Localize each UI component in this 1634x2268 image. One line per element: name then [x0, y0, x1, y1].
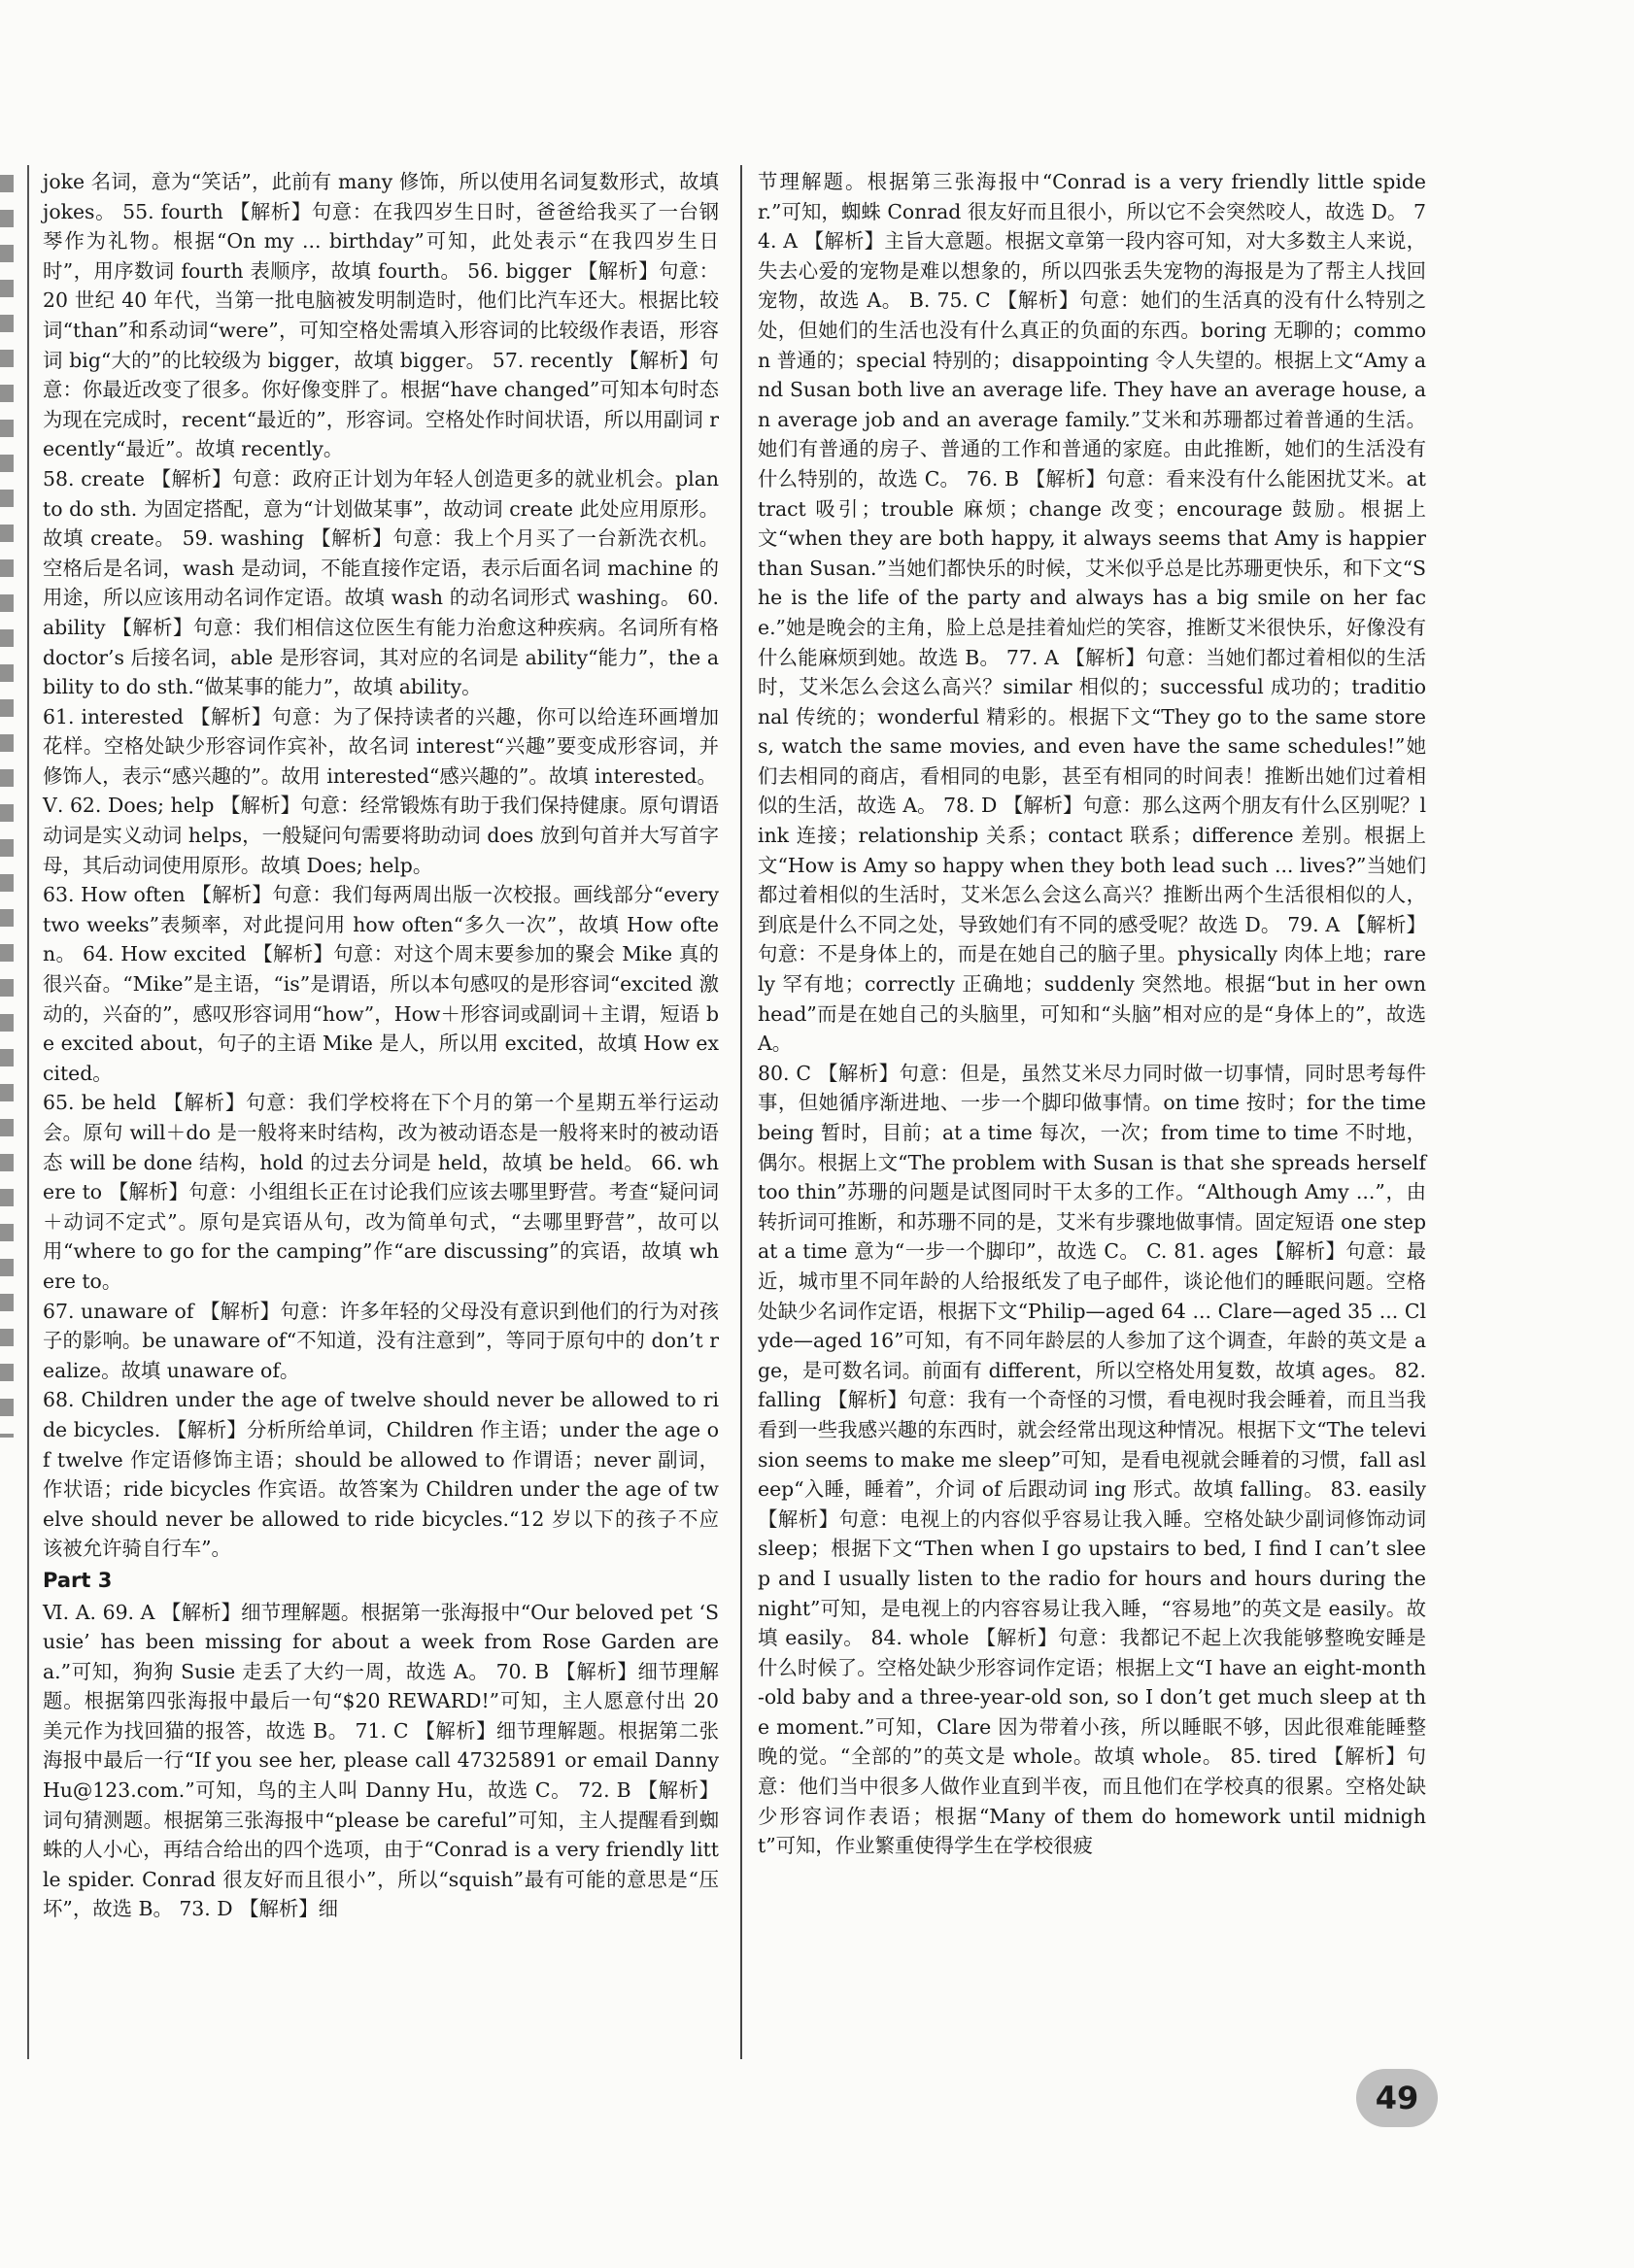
- binding-edge-shadow: [0, 175, 14, 1438]
- answer-paragraph: 节理解题。根据第三张海报中“Conrad is a very friendly little spider.”可知，蜘蛛 Conrad 很友好而且很小，所以它不会突然咬人，故选 D。 74. A 【解析】主旨大意题。根据文章第一段内容可知，对大多数主人来说，失去心爱的宠物是难以想象的，所以四张丢失宠物的海报是为了帮主人找回宠物，故选 A。 B. 75. C 【解析】句意：她们的生活真的没有什么特别之处，但她们的生活也没有什么真正的负面的东西。boring 无聊的；common 普通的；special 特别的；disappointing 令人失望的。根据上文“Amy and Susan both live an average life. They have an average house, an average job and an average family.”艾米和苏珊都过着普通的生活。她们有普通的房子、普通的工作和普通的家庭。由此推断，她们的生活没有什么特别的，故选 C。 76. B 【解析】句意：看来没有什么能困扰艾米。attract 吸引；trouble 麻烦；change 改变；encourage 鼓励。根据上文“when they are both happy, it always seems that Amy is happier than Susan.”当她们都快乐的时候，艾米似乎总是比苏珊更快乐，和下文“She is the life of the party and always has a big smile on her face.”她是晚会的主角，脸上总是挂着灿烂的笑容，推断艾米很快乐，好像没有什么能麻烦到她。故选 B。 77. A 【解析】句意：当她们都过着相似的生活时，艾米怎么会这么高兴？similar 相似的；successful 成功的；traditional 传统的；wonderful 精彩的。根据下文“They go to the same stores, watch the same movies, and even have the same schedules!”她们去相同的商店，看相同的电影，甚至有相同的时间表！推断出她们过着相似的生活，故选 A。 78. D 【解析】句意：那么这两个朋友有什么区别呢？link 连接；relationship 关系；contact 联系；difference 差别。根据上文“How is Amy so happy when they both lead such ... lives?”当她们都过着相似的生活时，艾米怎么会这么高兴？推断出两个生活很相似的人，到底是什么不同之处，导致她们有不同的感受呢？故选 D。 79. A 【解析】句意：不是身体上的，而是在她自己的脑子里。physically 肉体上地；rarely 罕有地；correctly 正确地；suddenly 突然地。根据“but in her own head”而是在她自己的头脑里，可知和“头脑”相对应的是“身体上的”，故选 A。: [758, 170, 1426, 1056]
- answer-paragraph: 67. unaware of 【解析】句意：许多年轻的父母没有意识到他们的行为对孩子的影响。be unaware of“不知道，没有注意到”，等同于原句中的 don’t realize。故填 unaware of。: [43, 1299, 719, 1382]
- part-heading: Part 3: [43, 1568, 113, 1592]
- page-number-badge: 49: [1356, 2069, 1438, 2127]
- answer-paragraph: 65. be held 【解析】句意：我们学校将在下个月的第一个星期五举行运动会。原句 will＋do 是一般将来时结构，改为被动语态是一般将来时的被动语态 will be done 结构，hold 的过去分词是 held，故填 be held。 66. where to 【解析】句意：小组组长正在讨论我们应该去哪里野营。考查“疑问词＋动词不定式”。原句是宾语从句，改为简单句式，“去哪里野营”，故可以用“where to go for the camping”作“are discussing”的宾语，故填 where to。: [43, 1091, 719, 1293]
- answer-paragraph: 68. Children under the age of twelve should never be allowed to ride bicycles. 【解析】分析所给单词，Children 作主语；under the age of twelve 作定语修饰主语；should be allowed to 作谓语；never 副词，作状语；ride bicycles 作宾语。故答案为 Children under the age of twelve should never be allowed to ride bicycles.“12 岁以下的孩子不应该被允许骑自行车”。: [43, 1388, 719, 1561]
- answer-paragraph: joke 名词，意为“笑话”，此前有 many 修饰，所以使用名词复数形式，故填 jokes。 55. fourth 【解析】句意：在我四岁生日时，爸爸给我买了一台钢琴作为礼物。根据“On my ... birthday”可知，此处表示“在我四岁生日时”，用序数词 fourth 表顺序，故填 fourth。 56. bigger 【解析】句意：20 世纪 40 年代，当第一批电脑被发明制造时，他们比汽车还大。根据比较词“than”和系动词“were”，可知空格处需填入形容词的比较级作表语，形容词 big“大的”的比较级为 bigger，故填 bigger。 57. recently 【解析】句意：你最近改变了很多。你好像变胖了。根据“have changed”可知本句时态为现在完成时，recent“最近的”，形容词。空格处作时间状语，所以用副词 recently“最近”。故填 recently。: [43, 170, 719, 461]
- answer-paragraph: 80. C 【解析】句意：但是，虽然艾米尽力同时做一切事情，同时思考每件事，但她循序渐进地、一步一个脚印做事情。on time 按时；for the time being 暂时，目前；at a time 每次，一次；from time to time 不时地，偶尔。根据上文“The problem with Susan is that she spreads herself too thin”苏珊的问题是试图同时干太多的工作。“Although Amy ...”，由转折词可推断，和苏珊不同的是，艾米有步骤地做事情。固定短语 one step at a time 意为“一步一个脚印”，故选 C。 C. 81. ages 【解析】句意：最近，城市里不同年龄的人给报纸发了电子邮件，谈论他们的睡眠问题。空格处缺少名词作定语，根据下文“Philip—aged 64 ... Clare—aged 35 ... Clyde—aged 16”可知，有不同年龄层的人参加了这个调查，年龄的英文是 age，是可数名词。前面有 different，所以空格处用复数，故填 ages。 82. falling 【解析】句意：我有一个奇怪的习惯，看电视时我会睡着，而且当我看到一些我感兴趣的东西时，就会经常出现这种情况。根据下文“The television seems to make me sleep”可知，是看电视就会睡着的习惯，fall asleep“入睡，睡着”，介词 of 后跟动词 ing 形式。故填 falling。 83. easily 【解析】句意：电视上的内容似乎容易让我入睡。空格处缺少副词修饰动词 sleep；根据下文“Then when I go upstairs to bed, I find I can’t sleep and I usually listen to the radio for hours and hours during the night”可知，是电视上的内容容易让我入睡，“容易地”的英文是 easily。故填 easily。 84. whole 【解析】句意：我都记不起上次我能够整晚安睡是什么时候了。空格处缺少形容词作定语；根据上文“I have an eight-month-old baby and a three-year-old son, so I don’t get much sleep at the moment.”可知，Clare 因为带着小孩，所以睡眠不够，因此很难能睡整晚的觉。“全部的”的英文是 whole。故填 whole。 85. tired 【解析】句意：他们当中很多人做作业直到半夜，而且他们在学校真的很累。空格处缺少形容词作表语；根据“Many of them do homework until midnight”可知，作业繁重使得学生在学校很疲: [758, 1061, 1426, 1858]
- answer-paragraph: 58. create 【解析】句意：政府正计划为年轻人创造更多的就业机会。plan to do sth. 为固定搭配，意为“计划做某事”，故动词 create 此处应用原形。故填 create。 59. washing 【解析】句意：我上个月买了一台新洗衣机。空格后是名词，wash 是动词，不能直接作定语，表示后面名词 machine 的用途，所以应该用动名词作定语。故填 wash 的动名词形式 washing。 60. ability 【解析】句意：我们相信这位医生有能力治愈这种疾病。名词所有格 doctor’s 后接名词，able 是形容词，其对应的名词是 ability“能力”，the ability to do sth.“做某事的能力”，故填 ability。: [43, 466, 719, 699]
- answer-paragraph: 61. interested 【解析】句意：为了保持读者的兴趣，你可以给连环画增加花样。空格处缺少形容词作宾补，故名词 interest“兴趣”要变成形容词，并修饰人，表示“感兴趣的”。故用 interested“感兴趣的”。故填 interested。: [43, 704, 719, 788]
- right-column: [758, 167, 1426, 1861]
- answer-paragraph: 63. How often 【解析】句意：我们每两周出版一次校报。画线部分“every two weeks”表频率，对此提问用 how often“多久一次”，故填 How often。 64. How excited 【解析】句意：对这个周末要参加的聚会 Mike 真的很兴奋。“Mike”是主语，“is”是谓语，所以本句感叹的是形容词“excited 激动的，兴奋的”，感叹形容词用“how”，How＋形容词或副词＋主谓，短语 be excited about，句子的主语 Mike 是人，所以用 excited，故填 How excited。: [43, 883, 719, 1085]
- left-column: [43, 167, 719, 1924]
- left-margin-rule: [27, 165, 29, 2059]
- answer-paragraph: Ⅵ. A. 69. A 【解析】细节理解题。根据第一张海报中“Our beloved pet ‘Susie’ has been missing for about a week from Rose Garden area.”可知，狗狗 Susie 走丢了大约一周，故选 A。 70. B 【解析】细节理解题。根据第四张海报中最后一句“$20 REWARD!”可知，主人愿意付出 20 美元作为找回猫的报答，故选 B。 71. C 【解析】细节理解题。根据第二张海报中最后一行“If you see her, please call 47325891 or email DannyHu@123.com.”可知，鸟的主人叫 Danny Hu，故选 C。 72. B 【解析】词句猜测题。根据第三张海报中“please be careful”可知，主人提醒看到蜘蛛的人小心，再结合给出的四个选项，由于“Conrad is a very friendly little spider. Conrad 很友好而且很小”，所以“squish”最有可能的意思是“压坏”，故选 B。 73. D 【解析】细: [43, 1600, 719, 1921]
- answer-paragraph: Ⅴ. 62. Does; help 【解析】句意：经常锻炼有助于我们保持健康。原句谓语动词是实义动词 helps，一般疑问句需要将助动词 does 放到句首并大写首字母，其后动词使用原形。故填 Does; help。: [43, 794, 719, 877]
- column-divider: [740, 165, 742, 2059]
